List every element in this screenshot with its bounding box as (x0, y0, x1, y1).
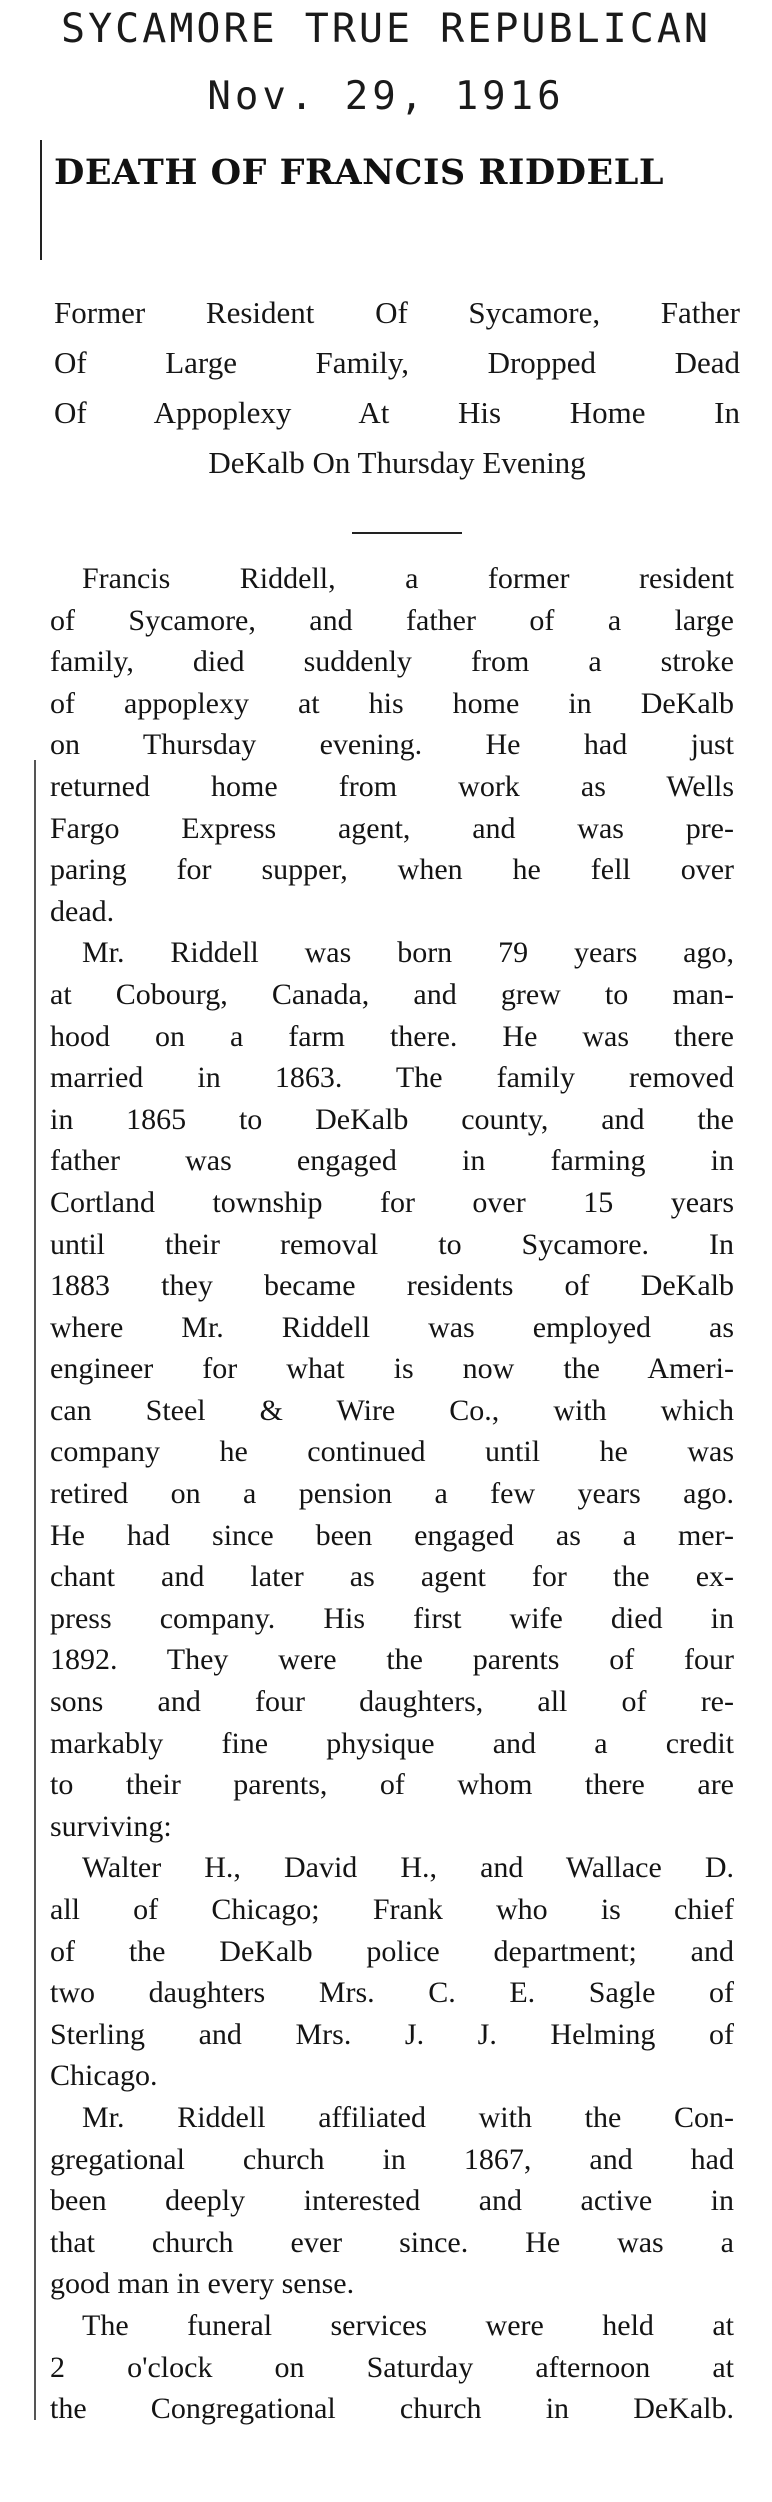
body-line: father was engaged in farming in (50, 1144, 734, 1178)
body-line: family, died suddenly from a stroke (50, 645, 734, 679)
subheadline-line: DeKalb On Thursday Evening (208, 445, 586, 480)
body-line: markably fine physique and a credit (50, 1726, 734, 1760)
body-line: sons and four daughters, all of re- (50, 1685, 734, 1719)
article-subheadline (54, 288, 740, 488)
column-rule-top (40, 140, 42, 260)
body-line: all of Chicago; Frank who is chief (50, 1893, 734, 1926)
body-line: chant and later as agent for the ex- (50, 1560, 734, 1594)
body-line: good man in every sense. (50, 2267, 355, 2301)
column-rule-body (34, 760, 36, 2420)
body-line: on Thursday evening. He had just (50, 728, 734, 762)
newspaper-name: SYCAMORE TRUE REPUBLICAN (61, 6, 711, 52)
body-line: The funeral services were held at (82, 2308, 734, 2342)
subheadline-line: Of Large Family, Dropped Dead (54, 345, 740, 380)
body-line: in 1865 to DeKalb county, and the (50, 1102, 734, 1136)
body-line: two daughters Mrs. C. E. Sagle of (50, 1976, 734, 2010)
body-line: of Sycamore, and father of a large (50, 603, 734, 637)
body-line: hood on a farm there. He was there (50, 1019, 734, 1053)
body-line: that church ever since. He was a (50, 2225, 734, 2259)
body-line: Francis Riddell, a former resident (82, 562, 734, 595)
body-line: to their parents, of whom there are (50, 1768, 734, 1802)
body-line: Fargo Express agent, and was pre- (50, 811, 734, 845)
body-line: Cortland township for over 15 years (50, 1185, 734, 1219)
subheadline-line: Former Resident Of Sycamore, Father (54, 295, 740, 330)
body-line: He had since been engaged as a mer- (50, 1518, 734, 1552)
body-line: Mr. Riddell was born 79 years ago, (82, 936, 734, 970)
body-line: of the DeKalb police department; and (50, 1934, 734, 1968)
body-line: married in 1863. The family removed (50, 1061, 734, 1095)
body-line: Sterling and Mrs. J. J. Helming of (50, 2017, 734, 2051)
body-line: until their removal to Sycamore. In (50, 1227, 734, 1261)
body-line: 1892. They were the parents of four (50, 1643, 734, 1677)
body-line: Mr. Riddell affiliated with the Con- (82, 2100, 734, 2134)
body-line: company he continued until he was (50, 1435, 734, 1469)
body-line: can Steel & Wire Co., with which (50, 1393, 734, 1427)
body-line: of appoplexy at his home in DeKalb (50, 686, 734, 720)
body-line: 1883 they became residents of DeKalb (50, 1269, 734, 1303)
body-line: engineer for what is now the Ameri- (50, 1352, 734, 1386)
body-line: gregational church in 1867, and had (50, 2142, 734, 2176)
body-line: retired on a pension a few years ago. (50, 1477, 734, 1511)
body-line: been deeply interested and active in (50, 2184, 734, 2218)
article-body (50, 558, 734, 2430)
publication-date: Nov. 29, 1916 (207, 74, 565, 119)
body-line: dead. (50, 894, 115, 928)
body-line: surviving: (50, 1809, 172, 1843)
section-divider (352, 532, 462, 534)
body-line: paring for supper, when he fell over (50, 853, 734, 887)
body-line: where Mr. Riddell was employed as (50, 1310, 734, 1344)
body-line: 2 o'clock on Saturday afternoon at (50, 2350, 734, 2384)
body-line: press company. His first wife died in (50, 1601, 734, 1635)
subheadline-line: Of Appoplexy At His Home In (54, 395, 740, 430)
body-line: Walter H., David H., and Wallace D. (82, 1851, 734, 1885)
body-line: at Cobourg, Canada, and grew to man- (50, 977, 734, 1011)
article-headline: DEATH OF FRANCIS RIDDELL (54, 152, 664, 193)
body-line: Chicago. (50, 2059, 158, 2093)
body-line: returned home from work as Wells (50, 769, 734, 803)
body-line: the Congregational church in DeKalb. (50, 2392, 734, 2426)
